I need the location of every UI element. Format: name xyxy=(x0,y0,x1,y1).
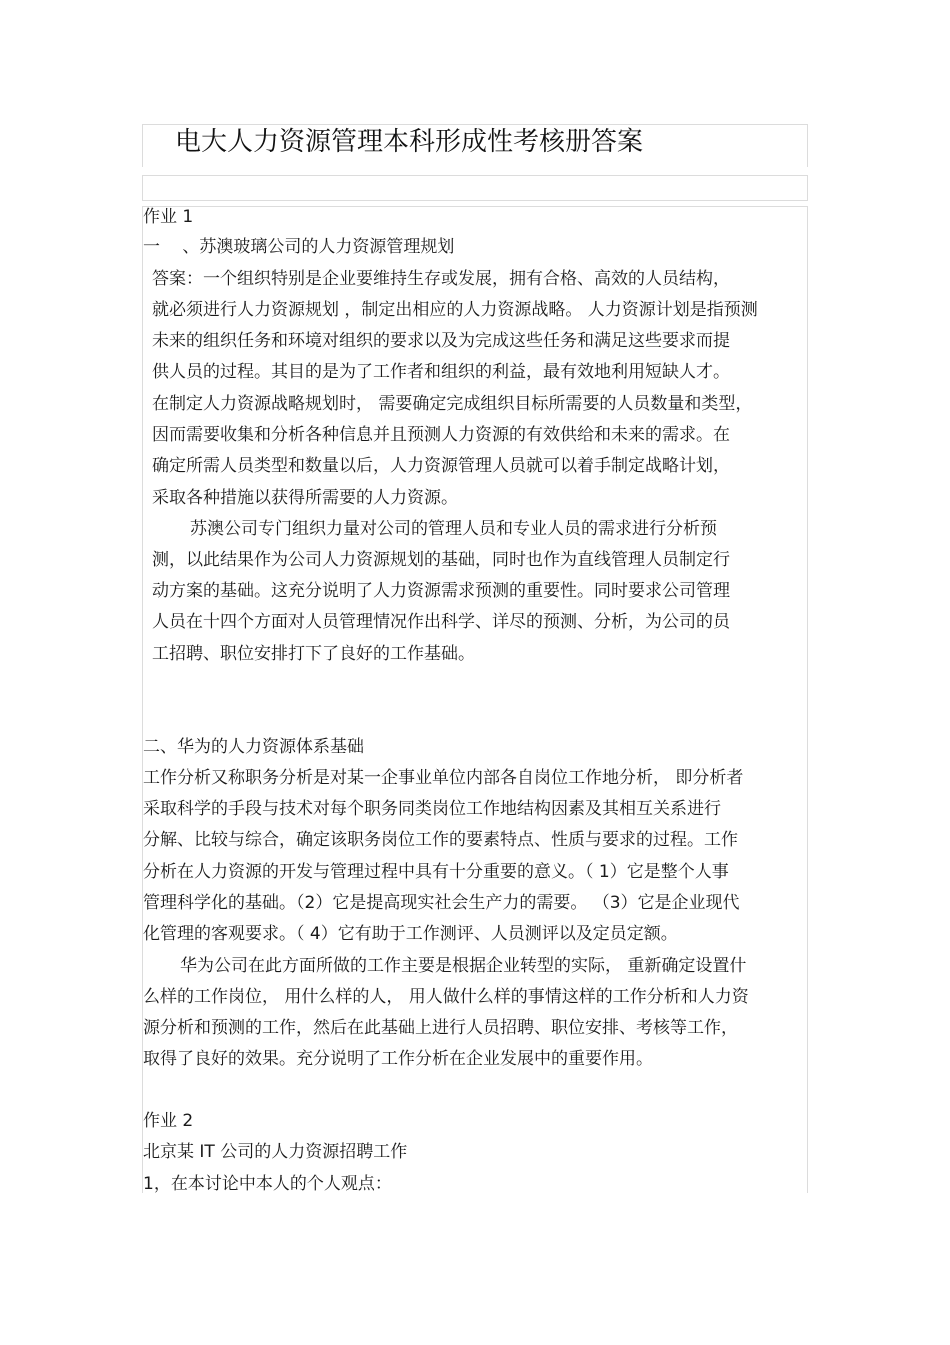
paragraph-line: 么样的工作岗位， 用什么样的人， 用人做什么样的事情这样的工作分析和人力资 xyxy=(143,987,749,1007)
paragraph-line: 苏澳公司专门组织力量对公司的管理人员和专业人员的需求进行分析预 xyxy=(190,519,717,539)
paragraph-line: 采取各种措施以获得所需要的人力资源。 xyxy=(152,488,458,508)
document-title: 电大人力资源管理本科形成性考核册答案 xyxy=(175,127,644,157)
paragraph-line: 测，以此结果作为公司人力资源规划的基础，同时也作为直线管理人员制定行 xyxy=(152,550,730,570)
paragraph-line: 源分析和预测的工作，然后在此基础上进行人员招聘、职位安排、考核等工作， xyxy=(143,1018,738,1038)
paragraph-line: 动方案的基础。这充分说明了人力资源需求预测的重要性。同时要求公司管理 xyxy=(152,581,730,601)
body-frame xyxy=(142,206,808,1193)
paragraph-line: 取得了良好的效果。充分说明了工作分析在企业发展中的重要作用。 xyxy=(143,1049,653,1069)
paragraph-line: 采取科学的手段与技术对每个职务同类岗位工作地结构因素及其相互关系进行 xyxy=(143,799,721,819)
paragraph-line: 分解、比较与综合，确定该职务岗位工作的要素特点、性质与要求的过程。工作 xyxy=(143,830,738,850)
paragraph-line: 人员在十四个方面对人员管理情况作出科学、详尽的预测、分析，为公司的员 xyxy=(152,612,730,632)
question-line: 1，在本讨论中本人的个人观点： xyxy=(143,1174,392,1194)
paragraph-line: 就必须进行人力资源规划 ，制定出相应的人力资源战略。 人力资源计划是指预测 xyxy=(152,300,758,320)
spacer-frame xyxy=(142,175,808,201)
paragraph-line: 因而需要收集和分析各种信息并且预测人力资源的有效供给和未来的需求。在 xyxy=(152,425,730,445)
heading-assignment-1: 作业 1 xyxy=(143,207,194,227)
paragraph-line: 答案：一个组织特别是企业要维持生存或发展，拥有合格、高效的人员结构， xyxy=(152,269,730,289)
paragraph-line: 工招聘、职位安排打下了良好的工作基础。 xyxy=(152,644,475,664)
paragraph-line: 未来的组织任务和环境对组织的要求以及为完成这些任务和满足这些要求而提 xyxy=(152,331,730,351)
paragraph-line: 分析在人力资源的开发与管理过程中具有十分重要的意义。（ 1）它是整个人事 xyxy=(143,862,729,882)
heading-assignment-2: 作业 2 xyxy=(143,1111,194,1131)
heading-case-2: 二、华为的人力资源体系基础 xyxy=(143,737,364,757)
paragraph-line: 供人员的过程。其目的是为了工作者和组织的利益，最有效地利用短缺人才。 xyxy=(152,362,730,382)
paragraph-line: 化管理的客观要求。（ 4）它有助于工作测评、人员测评以及定员定额。 xyxy=(143,924,678,944)
heading-case-3: 北京某 IT 公司的人力资源招聘工作 xyxy=(143,1142,408,1162)
paragraph-line: 在制定人力资源战略规划时， 需要确定完成组织目标所需要的人员数量和类型， xyxy=(152,394,753,414)
heading-case-1: 一 、苏澳玻璃公司的人力资源管理规划 xyxy=(143,237,455,257)
paragraph-line: 华为公司在此方面所做的工作主要是根据企业转型的实际， 重新确定设置什 xyxy=(180,956,747,976)
paragraph-line: 工作分析又称职务分析是对某一企事业单位内部各自岗位工作地分析， 即分析者 xyxy=(143,768,744,788)
paragraph-line: 确定所需人员类型和数量以后，人力资源管理人员就可以着手制定战略计划， xyxy=(152,456,730,476)
paragraph-line: 管理科学化的基础。（2）它是提高现实社会生产力的需要。 （3）它是企业现代 xyxy=(143,893,740,913)
